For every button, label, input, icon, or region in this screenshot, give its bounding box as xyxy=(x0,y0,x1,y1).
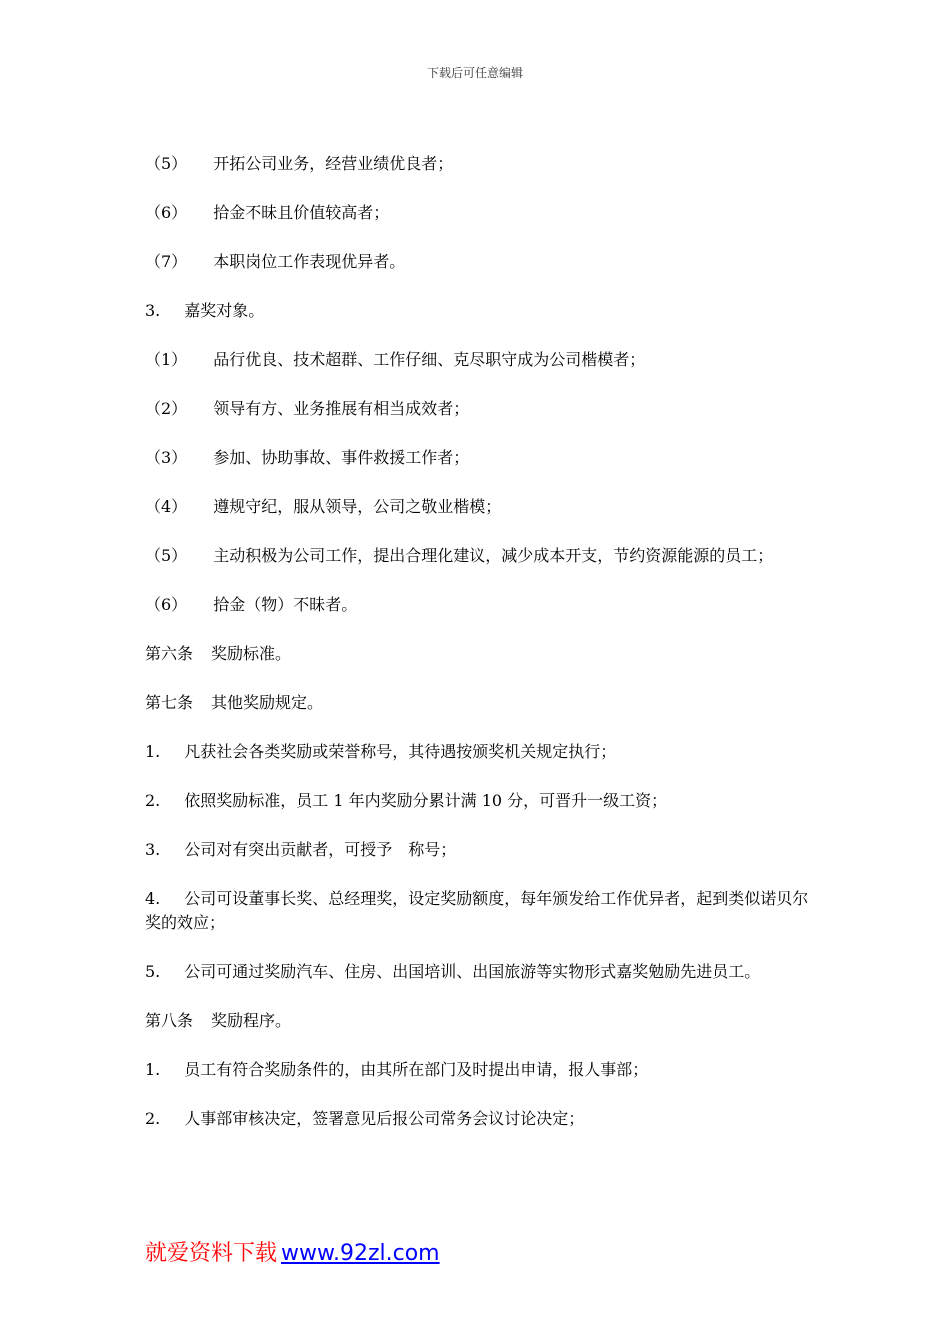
item-number: （5） xyxy=(145,154,188,173)
article-heading xyxy=(145,691,810,715)
paragraph-item xyxy=(145,495,810,519)
article-number: 第八条 xyxy=(145,1011,194,1030)
item-text: 本职岗位工作表现优异者。 xyxy=(213,252,406,271)
download-site-url-link[interactable]: www.92zl.com xyxy=(281,1241,440,1266)
item-text: 人事部审核决定，签署意见后报公司常务会议讨论决定； xyxy=(184,1109,585,1128)
paragraph-item xyxy=(145,544,810,568)
item-number: （5） xyxy=(145,546,188,565)
page-header: 下载后可任意编辑 xyxy=(426,66,523,80)
item-text: 员工有符合奖励条件的，由其所在部门及时提出申请，报人事部； xyxy=(184,1060,649,1079)
item-text: 公司对有突出贡献者，可授予 称号； xyxy=(184,840,457,859)
item-text: 拾金不昧且价值较高者； xyxy=(213,203,390,222)
item-number: 5. xyxy=(145,962,161,981)
paragraph-item xyxy=(145,250,810,274)
item-text: 开拓公司业务，经营业绩优良者； xyxy=(213,154,454,173)
item-text: 公司可设董事长奖、总经理奖，设定奖励额度，每年颁发给工作优异者，起到类似诺贝尔奖的效应； xyxy=(145,889,809,932)
item-number: 1. xyxy=(145,1060,161,1079)
article-heading xyxy=(145,642,810,666)
paragraph-item xyxy=(145,789,810,813)
item-text: 参加、协助事故、事件救援工作者； xyxy=(213,448,470,467)
item-number: （1） xyxy=(145,350,188,369)
paragraph-item xyxy=(145,960,810,984)
download-site-banner[interactable] xyxy=(145,1236,440,1267)
download-site-label: 就爱资料下载 xyxy=(145,1241,278,1266)
paragraph-item xyxy=(145,887,810,935)
item-number: 2. xyxy=(145,791,161,810)
item-number: 3. xyxy=(145,840,161,859)
item-number: 3. xyxy=(145,301,161,320)
item-text: 嘉奖对象。 xyxy=(184,301,265,320)
item-number: （6） xyxy=(145,595,188,614)
item-text: 主动积极为公司工作，提出合理化建议，减少成本开支，节约资源能源的员工； xyxy=(213,546,774,565)
item-text: 公司可通过奖励汽车、住房、出国培训、出国旅游等实物形式嘉奖勉励先进员工。 xyxy=(184,962,761,981)
paragraph-item xyxy=(145,201,810,225)
paragraph-item xyxy=(145,446,810,470)
paragraph-item xyxy=(145,348,810,372)
paragraph-item xyxy=(145,1107,810,1131)
article-number: 第六条 xyxy=(145,644,194,663)
document-body xyxy=(145,152,810,1156)
paragraph-item xyxy=(145,1058,810,1082)
paragraph-item xyxy=(145,838,810,862)
article-number: 第七条 xyxy=(145,693,194,712)
paragraph-item xyxy=(145,593,810,617)
item-text: 遵规守纪，服从领导，公司之敬业楷模； xyxy=(213,497,502,516)
item-text: 依照奖励标准，员工 1 年内奖励分累计满 10 分，可晋升一级工资； xyxy=(184,791,668,810)
item-text: 拾金（物）不昧者。 xyxy=(213,595,358,614)
paragraph-item xyxy=(145,152,810,176)
paragraph-item xyxy=(145,397,810,421)
article-title: 奖励程序。 xyxy=(211,1011,292,1030)
item-number: 1. xyxy=(145,742,161,761)
item-number: 4. xyxy=(145,889,161,908)
item-number: （6） xyxy=(145,203,188,222)
item-number: （3） xyxy=(145,448,188,467)
item-text: 品行优良、技术超群、工作仔细、克尽职守成为公司楷模者； xyxy=(213,350,646,369)
item-number: （7） xyxy=(145,252,188,271)
article-title: 其他奖励规定。 xyxy=(211,693,324,712)
item-number: （2） xyxy=(145,399,188,418)
item-number: 2. xyxy=(145,1109,161,1128)
paragraph-item xyxy=(145,299,810,323)
item-number: （4） xyxy=(145,497,188,516)
item-text: 领导有方、业务推展有相当成效者； xyxy=(213,399,470,418)
article-title: 奖励标准。 xyxy=(211,644,292,663)
paragraph-item xyxy=(145,740,810,764)
article-heading xyxy=(145,1009,810,1033)
item-text: 凡获社会各类奖励或荣誉称号，其待遇按颁奖机关规定执行； xyxy=(184,742,617,761)
